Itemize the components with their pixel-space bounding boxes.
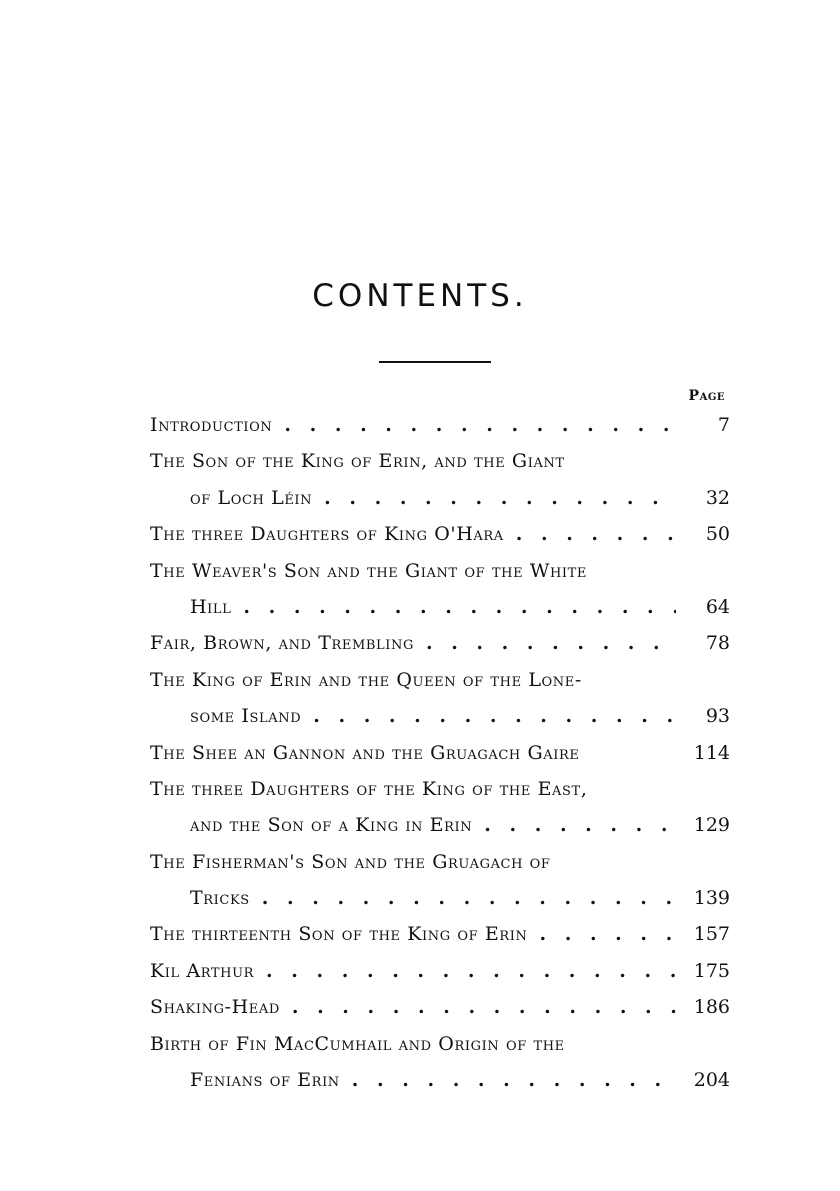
table-of-contents bbox=[150, 407, 730, 1098]
toc-entry-title: Shaking-Head bbox=[150, 996, 280, 1019]
toc-entry-title: and the Son of a King in Erin bbox=[190, 814, 473, 837]
toc-entry-fair-brown-trembling bbox=[150, 625, 730, 661]
toc-entry-page: 204 bbox=[693, 1069, 730, 1092]
toc-entry-three-daughters-east-line2 bbox=[150, 807, 730, 843]
toc-entry-page: 78 bbox=[705, 632, 730, 655]
toc-entry-page: 32 bbox=[705, 486, 730, 509]
toc-entry-page: 186 bbox=[693, 996, 730, 1019]
dot-leader bbox=[352, 1062, 676, 1098]
toc-entry-page: 7 bbox=[717, 414, 730, 436]
toc-entry-birth-of-fin-line2 bbox=[150, 1062, 730, 1098]
toc-entry-page: 157 bbox=[693, 923, 730, 946]
toc-entry-shee-an-gannon bbox=[150, 735, 730, 771]
toc-entry-page: 114 bbox=[693, 741, 730, 764]
toc-entry-son-of-king-line1 bbox=[150, 443, 730, 479]
dot-leader bbox=[516, 516, 676, 552]
toc-entry-title: Hill bbox=[190, 595, 232, 618]
toc-entry-three-daughters-ohara bbox=[150, 516, 730, 552]
toc-entry-title: The thirteenth Son of the King of Erin bbox=[150, 923, 528, 946]
dot-leader bbox=[262, 880, 676, 916]
toc-entry-shaking-head bbox=[150, 989, 730, 1025]
toc-entry-title: The three Daughters of King O'Hara bbox=[150, 523, 504, 546]
toc-entry-page: 93 bbox=[705, 705, 730, 728]
toc-entry-thirteenth-son bbox=[150, 916, 730, 952]
toc-entry-title: The Shee an Gannon and the Gruagach Gaire bbox=[150, 741, 580, 764]
page-title: CONTENTS. bbox=[312, 278, 528, 314]
toc-entry-title: some Island bbox=[190, 705, 302, 728]
toc-entry-page: 129 bbox=[693, 814, 730, 837]
toc-entry-title: Fair, Brown, and Trembling bbox=[150, 632, 414, 655]
toc-entry-kil-arthur bbox=[150, 953, 730, 989]
toc-entry-fishermans-son-line2 bbox=[150, 880, 730, 916]
toc-entry-weavers-son-line2 bbox=[150, 589, 730, 625]
toc-entry-title: The three Daughters of the King of the East, bbox=[150, 777, 588, 800]
toc-entry-title: The Son of the King of Erin, and the Giant bbox=[150, 450, 565, 473]
dot-leader bbox=[324, 480, 676, 516]
title-divider bbox=[379, 361, 491, 363]
dot-leader bbox=[484, 807, 676, 843]
dot-leader bbox=[539, 916, 676, 952]
dot-leader bbox=[243, 589, 676, 625]
toc-entry-title: of Loch Léin bbox=[190, 486, 313, 509]
dot-leader bbox=[292, 989, 676, 1025]
toc-entry-son-of-king-line2 bbox=[150, 480, 730, 516]
toc-entry-fishermans-son-line1 bbox=[150, 844, 730, 880]
dot-leader bbox=[284, 407, 676, 443]
toc-entry-title: The King of Erin and the Queen of the Lone- bbox=[150, 668, 582, 691]
dot-leader bbox=[266, 953, 676, 989]
dot-leader bbox=[426, 625, 676, 661]
toc-entry-page: 50 bbox=[705, 523, 730, 546]
toc-entry-birth-of-fin-line1 bbox=[150, 1026, 730, 1062]
toc-entry-page: 64 bbox=[705, 595, 730, 618]
toc-entry-three-daughters-east-line1 bbox=[150, 771, 730, 807]
toc-entry-title: Birth of Fin MacCumhail and Origin of the bbox=[150, 1032, 565, 1055]
dot-leader bbox=[313, 698, 676, 734]
toc-entry-weavers-son-line1 bbox=[150, 553, 730, 589]
toc-entry-title: Kil Arthur bbox=[150, 959, 255, 982]
toc-entry-page: 139 bbox=[693, 887, 730, 910]
toc-entry-king-queen-line2 bbox=[150, 698, 730, 734]
toc-entry-introduction bbox=[150, 407, 730, 443]
toc-entry-king-queen-line1 bbox=[150, 662, 730, 698]
page-column-label: Page bbox=[688, 388, 725, 404]
toc-entry-title: Tricks bbox=[190, 887, 250, 910]
toc-entry-page: 175 bbox=[693, 959, 730, 982]
toc-entry-title: Fenians of Erin bbox=[190, 1069, 340, 1092]
toc-entry-title: Introduction bbox=[150, 414, 273, 436]
toc-entry-title: The Weaver's Son and the Giant of the White bbox=[150, 559, 587, 582]
toc-entry-title: The Fisherman's Son and the Gruagach of bbox=[150, 850, 551, 873]
